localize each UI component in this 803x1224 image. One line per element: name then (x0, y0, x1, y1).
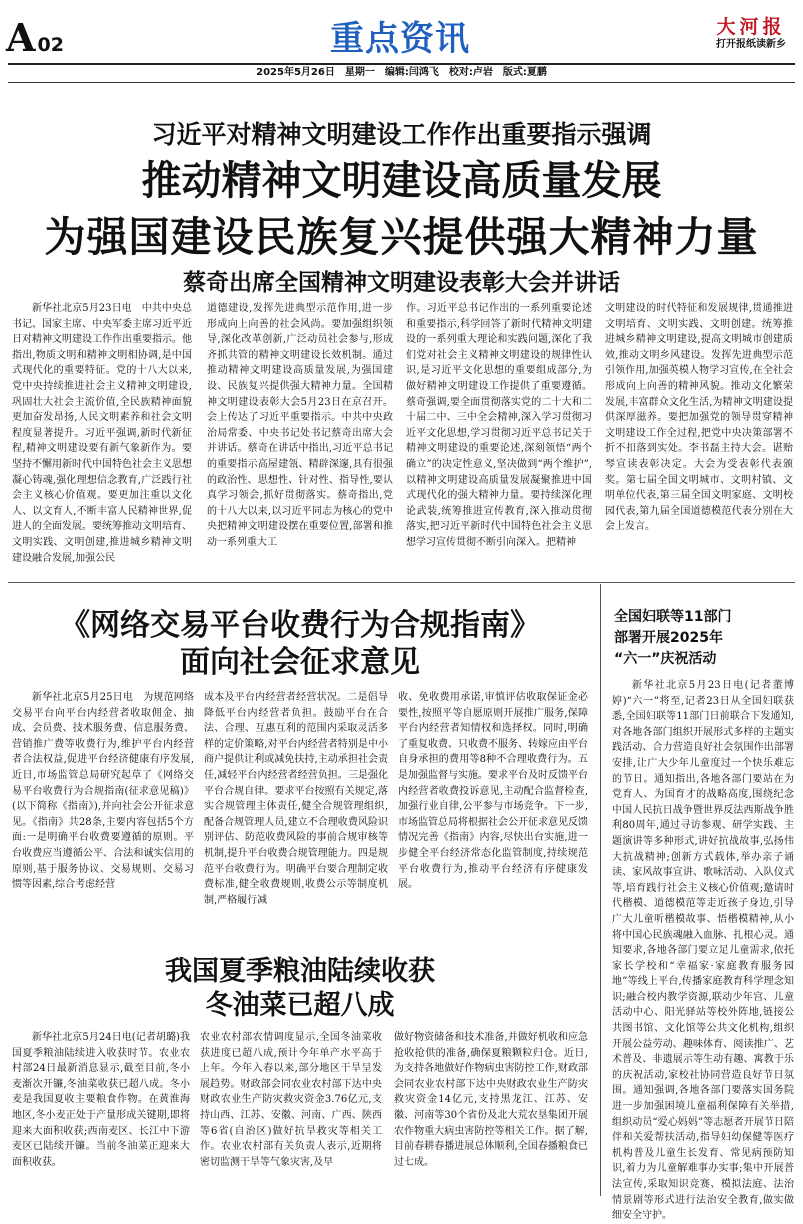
dateline-rule (8, 82, 795, 83)
story3-headline-1: 我国夏季粮油陆续收获 (165, 956, 435, 987)
page-label (6, 15, 64, 60)
masthead-rule (8, 63, 795, 65)
lead-column-4 (605, 301, 793, 567)
lead-kicker: 习近平对精神文明建设工作作出重要指示强调 (151, 120, 652, 149)
story2-headline-2: 面向社会征求意见 (180, 645, 420, 680)
story2-column-3 (398, 690, 588, 891)
lead-bottom-rule (8, 582, 795, 583)
page-letter: A (6, 15, 36, 60)
story2-column-1 (12, 690, 194, 891)
lead-headline-2: 为强国建设民族复兴提供强大精神力量 (44, 213, 759, 261)
story3-column-1 (12, 1030, 190, 1196)
story4-headline (614, 607, 794, 670)
story2-headline-1: 《网络交易平台收费行为合规指南》 (60, 608, 540, 643)
lead-headline-1: 推动精神文明建设高质量发展 (141, 158, 662, 204)
lead-subhead: 蔡奇出席全国精神文明建设表彰大会并讲话 (183, 269, 620, 296)
story3-column-3 (394, 1030, 588, 1196)
story4-column (612, 678, 794, 1222)
story3-column-2-text: 农业农村部农情调度显示,全国冬油菜收获进度已超八成,预计今年单产水平高于上年。今年入春以来,部分地区干旱呈发展趋势。财政部会同农业农村部下达中央财政农业生产防灾救灾资金3.76亿元,支持山西、江苏、安徽、河南、广西、陕西等6省(自治区)做好抗旱救灾等相关工作。农业农村部有关负责人表示,近期将密切监测干旱等气象灾害,及早 (200, 1032, 382, 1168)
dateline: 2025年5月26日 星期一 编辑:闫鸿飞 校对:卢岩 版式:夏鹏 (256, 67, 547, 78)
page-number: 02 (37, 34, 64, 56)
lead-column-3 (406, 301, 592, 567)
story3-column-1-text: 新华社北京5月24日电(记者胡璐)我国夏季粮油陆续进入收获时节。农业农村部24日最新消息显示,截至目前,冬小麦渐次开镰,冬油菜收获已超八成。冬小麦是我国夏收主要粮食作物。在黄淮海地区,冬小麦正处于产量形成关键期,即将迎来大面积收获;西南麦区、长江中下游麦区已陆续开镰。当前冬油菜正迎来大面积收获。 (12, 1032, 190, 1168)
newspaper-logo (706, 16, 796, 52)
story4-headline-2: 部署开展2025年 (614, 630, 723, 646)
story3-headline-2: 冬油菜已超八成 (205, 990, 395, 1021)
section-title: 重点资讯 (330, 19, 470, 59)
lead-column-1 (12, 301, 192, 567)
lead-column-3-text: 作。习近平总书记作出的一系列重要论述和重要指示,科学回答了新时代精神文明建设的一系列重大理论和实践问题,深化了我们党对社会主义精神文明建设的规律性认识,是习近平文化思想的重要组成部分,为做好精神文明建设工作提供了重要遵循。蔡奇强调,要全面贯彻落实党的二十大和二十届二中、三中全会精神,深入学习贯彻习近平文化思想,学习贯彻习近平总书记关于精神文明建设的重要论述,深刻领悟“两个确立”的决定性意义,坚决做到“两个维护”,以精神文明建设高质量发展凝聚推进中国式现代化的强大精神力量。要持续深化理论武装,统筹推进宣传教育,深入推动贯彻落实,把习近平新时代中国特色社会主义思想学习宣传贯彻不断引向深入。把精神 (406, 303, 592, 548)
story3-column-2 (200, 1030, 382, 1196)
logo-text: 大河报 (716, 16, 786, 38)
slogan: 打开报纸读新乡 (716, 39, 786, 50)
vertical-divider (600, 584, 601, 1196)
lead-column-2-text: 道德建设,发挥先进典型示范作用,进一步形成向上向善的社会风尚。要加强组织领导,深化改革创新,广泛动员社会参与,形成齐抓共管的精神文明建设长效机制。通过推动精神文明建设高质量发展,为强国建设、民族复兴提供强大精神力量。全国精神文明建设表彰大会5月23日在京召开。会上传达了习近平重要指示。中共中央政治局常委、中央书记处书记蔡奇出席大会并讲话。蔡奇在讲话中指出,习近平总书记的重要指示高屋建瓴、精辟深邃,具有很强的政治性、思想性、针对性、指导性,要认真学习领会,抓好贯彻落实。蔡奇指出,党的十八大以来,以习近平同志为核心的党中央把精神文明建设摆在重要位置,部署和推动一系列重大工 (207, 303, 393, 548)
lead-column-1-text: 新华社北京5月23日电 中共中央总书记、国家主席、中央军委主席习近平近日对精神文明建设工作作出重要指示。他指出,物质文明和精神文明相协调,是中国式现代化的重要特征。党的十八大以来,党中央持续推进社会主义精神文明建设,巩固壮大社会主流价值,全民族精神面貌更加奋发昂扬,人民文明素养和社会文明程度显著提升。习近平强调,新时代新征程,精神文明建设要有新气象新作为。要坚持不懈用新时代中国特色社会主义思想凝心铸魂,强化理想信念教育,广泛践行社会主义核心价值观。要更加注重以文化人、以文育人,不断丰富人民精神世界,促进人的全面发展。要统筹推动文明培育、文明实践、文明创建,推进城乡精神文明建设融合发展,加强公民 (12, 303, 192, 564)
story4-headline-1: 全国妇联等11部门 (614, 609, 732, 625)
story2-column-1-text: 新华社北京5月25日电 为规范网络交易平台向平台内经营者收取佣金、抽成、会员费、技术服务费、信息服务费、营销推广费等收费行为,维护平台内经营者合法权益,促进平台经济健康有序发展,近日,市场监管总局研究起草了《网络交易平台收费行为合规指南(征求意见稿)》(以下简称《指南》),并向社会公开征求意见。《指南》共28条,主要内容包括5个方面:一是明确平台收费要遵循的原则。平台收费应当遵循公平、合法和诚实信用的原则,基于服务协议、交易规则、交易习惯等因素,综合考虑经营 (12, 692, 194, 891)
story3-column-3-text: 做好物资储备和技术准备,并做好机收和应急抢收抢供的准备,确保夏粮颗粒归仓。近日,为支持各地做好作物病虫害防控工作,财政部会同农业农村部下达中央财政农业生产防灾救灾资金14亿元,支持黑龙江、江苏、安徽、河南等30个省份及北大荒农垦集团开展农作物重大病虫害防控等相关工作。据了解,目前春耕春播进展总体顺利,全国春播粮食已过七成。 (394, 1032, 588, 1168)
lead-column-2 (207, 301, 393, 567)
lead-column-4-text: 文明建设的时代特征和发展规律,贯通推进文明培育、文明实践、文明创建。统筹推进城乡精神文明建设,提高文明城市创建质效,推动文明乡风建设。发挥先进典型示范引领作用,加强英模人物学习宣传,在全社会形成向上向善的精神风貌。推动文化繁荣发展,丰富群众文化生活,为精神文明建设提供深厚滋养。要把加强党的领导贯穿精神文明建设工作全过程,把党中央决策部署不折不扣落到实处。李书磊主持大会。谌贻琴宣读表彰决定。大会为受表彰代表颁奖。第七届全国文明城市、文明村镇、文明单位代表,第三届全国文明家庭、文明校园代表,第九届全国道德模范代表分别在大会上发言。 (605, 303, 793, 533)
story2-column-2-text: 成本及平台内经营者经营状况。二是倡导降低平台内经营者负担。鼓励平台在合法、合理、互惠互利的范围内采取灵活多样的定价策略,对平台内经营者特别是中小商户提供让利或减免扶持,主动承担社会责任,减轻平台内经营者经营负担。三是强化平台合规自律。要求平台按照有关规定,落实合规管理主体责任,健全合规管理组织,配备合规管理人员,建立不合理收费风险识别评估、防范收费风险的事前合规审核等机制,提升平台收费合规管理能力。四是规范平台收费行为。明确平台要合理制定收费标准,健全收费规则,收费公示等制度机制,严格履行减 (204, 692, 388, 906)
story4-headline-3: “六一”庆祝活动 (614, 651, 717, 667)
story2-column-2 (204, 690, 388, 906)
story4-text: 新华社北京5月23日电(记者董博婷)“六一”将至,记者23日从全国妇联获悉,全国妇联等11部门日前联合下发通知,对各地各部门组织开展形式多样的主题实践活动、合力营造良好社会氛围作出部署安排,让广大少年儿童度过一个快乐难忘的节日。通知指出,各地各部门要站在为党育人、为国育才的战略高度,围绕纪念中国人民抗日战争暨世界反法西斯战争胜利80周年,通过寻访参观、研学实践、主题演讲等多种形式,讲好抗战故事,弘扬伟大抗战精神;创新方式载体,举办亲子诵读、家风故事宣讲、歌咏活动、入队仪式等,培育践行社会主义核心价值观;邀请时代楷模、道德模范等走近孩子身边,引导广大儿童听楷模故事、悟楷模精神,从小将中国心民族魂融入血脉、扎根心灵。通知要求,各地各部门要立足儿童需求,依托家长学校和“幸福家·家庭教育服务园地”等线上平台,传播家庭教育科学理念知识;融合校内教学资源,联动少年宫、儿童活动中心、阳光驿站等校外阵地,链接公共图书馆、文化馆等公共文化机构,组织开展公益劳动、趣味体育、阅读推广、艺术普及、非遗展示等生动有趣、寓教于乐的庆祝活动,家校社协同营造良好节日氛围。通知强调,各地各部门要落实国务院进一步加强困境儿童福利保障有关举措,组织动员“爱心妈妈”等志愿者开展节日陪伴和关爱帮扶活动,指导妇幼保健等医疗机构普及儿童生长发育、常见病预防知识,着力为儿童解难事办实事;集中开展普法宣传,采取知识竞赛、模拟法庭、法治情景剧等形式进行法治安全教育,做实做细安全守护。 (612, 680, 794, 1222)
story2-column-3-text: 收、免收费用承诺,审慎评估收取保证金必要性,按照平等自愿原则开展推广服务,保障平台内经营者知情权和选择权。同时,明确了重复收费、只收费不服务、转嫁应由平台自身承担的费用等8种不合理收费行为。五是加强监督与实施。要求平台及时反馈平台内经营者收费投诉意见,主动配合监督检查,加强行业自律,公平参与市场竞争。下一步,市场监管总局将根据社会公开征求意见反馈情况完善《指南》内容,尽快出台实施,进一步健全平台经济常态化监管制度,持续规范平台收费行为,推动平台经济有序健康发展。 (398, 692, 588, 891)
